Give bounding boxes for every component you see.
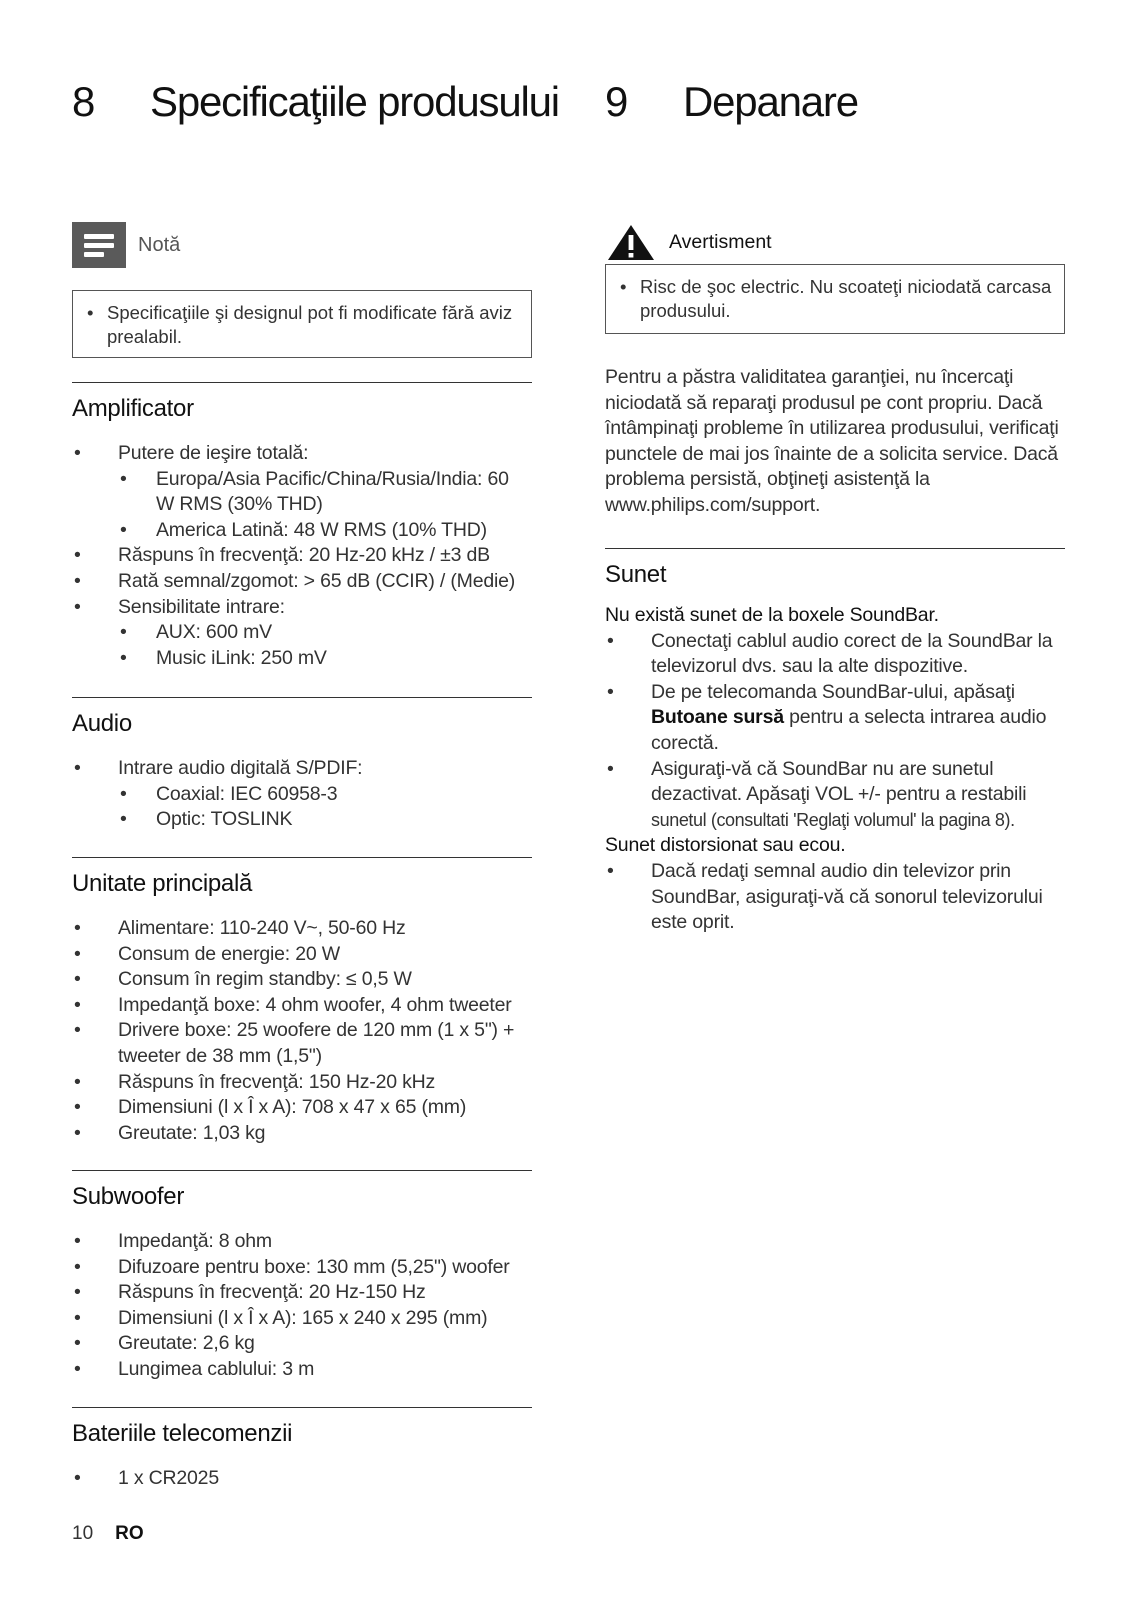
section-title: Unitate principală: [72, 870, 253, 897]
chapter-8-heading: [72, 78, 559, 126]
note-callout: [72, 222, 532, 358]
list-item: • Consum în regim standby: ≤ 0,5 W: [72, 967, 532, 993]
list-item: [605, 680, 1065, 757]
warning-box: [605, 264, 1065, 334]
list-item: • Dacă redaţi semnal audio din televizor prin SoundBar, asiguraţi-vă că sonorul televizorului este oprit.: [605, 859, 1065, 936]
problem-heading: Nu există sunet de la boxele SoundBar.: [605, 604, 939, 626]
list-item-text: pentru a selecta intrarea audio corectă.: [651, 706, 1047, 754]
troubleshooting-intro: Pentru a păstra validitatea garanţiei, nu încercaţi niciodată să reparaţi produsul pe cont propriu. Dacă întâmpinaţi probleme în utilizarea produsului, verificaţi punctele de mai jos înainte de a solicita service. Dacă problema persistă, obţineţi asistenţă la www.philips.com/support.: [605, 366, 1059, 516]
warning-item: • Risc de şoc electric. Nu scoateţi niciodată carcasa produsului.: [618, 275, 1054, 323]
list-item: • Consum de energie: 20 W: [72, 942, 532, 968]
warning-callout: [605, 222, 1065, 334]
list-item-text: Asiguraţi-vă că SoundBar nu are sunetul dezactivat. Apăsaţi VOL +/- pentru a restabili: [651, 757, 1027, 806]
note-icon: [72, 222, 126, 268]
list-item: • America Latină: 48 W RMS (10% THD): [72, 518, 532, 544]
chapter-number: 9: [605, 78, 628, 125]
section-subwoofer: [72, 1170, 532, 1383]
section-title: Amplificator: [72, 395, 194, 422]
note-item: • Specificaţiile şi designul pot fi modificate fără aviz prealabil.: [85, 301, 521, 349]
note-title: Notă: [138, 234, 181, 256]
chapter-9-heading: [605, 78, 858, 126]
list-item: • Music iLink: 250 mV: [72, 646, 532, 672]
note-box: [72, 290, 532, 358]
list-item: • Optic: TOSLINK: [72, 807, 532, 833]
list-item: • Sensibilitate intrare:: [72, 595, 532, 621]
list-item: • Greutate: 1,03 kg: [72, 1121, 532, 1147]
cross-reference: sunetul (consultati 'Reglaţi volumul' la pagina 8).: [651, 809, 1015, 830]
list-item: • AUX: 600 mV: [72, 620, 532, 646]
list-item: • Coaxial: IEC 60958-3: [72, 782, 532, 808]
list-item: • Lungimea cablului: 3 m: [72, 1357, 532, 1383]
note-header: [72, 222, 532, 268]
section-unitate-principala: [72, 857, 532, 1146]
spec-list: [72, 1466, 532, 1492]
chapter-number: 8: [72, 78, 95, 125]
spec-list: [72, 916, 532, 1146]
section-sunet: [605, 548, 1065, 936]
list-item: • Difuzoare pentru boxe: 130 mm (5,25") woofer: [72, 1255, 532, 1281]
list-item: • Răspuns în frecvenţă: 20 Hz-150 Hz: [72, 1280, 532, 1306]
list-item: • Răspuns în frecvenţă: 150 Hz-20 kHz: [72, 1070, 532, 1096]
section-amplificator: [72, 382, 532, 671]
source-buttons-label: Butoane sursă: [651, 706, 784, 729]
solution-list: [605, 859, 1065, 936]
page-number: 10: [72, 1523, 94, 1544]
page-footer: [72, 1523, 144, 1545]
warning-title: Avertisment: [669, 231, 772, 253]
language-code: RO: [115, 1523, 144, 1544]
list-item: • Impedanţă boxe: 4 ohm woofer, 4 ohm tweeter: [72, 993, 532, 1019]
list-item: • Europa/Asia Pacific/China/Rusia/India: 60 W RMS (30% THD): [72, 467, 532, 518]
section-title: Audio: [72, 710, 132, 737]
list-item: • 1 x CR2025: [72, 1466, 532, 1492]
warning-header: [605, 222, 1065, 264]
warning-icon: [605, 222, 657, 262]
list-item: • Dimensiuni (l x Î x A): 708 x 47 x 65 (mm): [72, 1095, 532, 1121]
solution-list: [605, 629, 1065, 834]
spec-list: [72, 441, 532, 671]
section-bateriile-telecomenzii: [72, 1407, 532, 1492]
list-item: • Conectaţi cablul audio corect de la SoundBar la televizorul dvs. sau la alte dispozitive.: [605, 629, 1065, 680]
list-item: • Putere de ieşire totală:: [72, 441, 532, 467]
list-item: [605, 757, 1065, 834]
spec-list: [72, 756, 532, 833]
list-item: • Rată semnal/zgomot: > 65 dB (CCIR) / (Medie): [72, 569, 532, 595]
list-item: • Dimensiuni (l x Î x A): 165 x 240 x 295 (mm): [72, 1306, 532, 1332]
list-item-text: De pe telecomanda SoundBar-ului, apăsaţi: [651, 680, 1015, 703]
problem-heading: Sunet distorsionat sau ecou.: [605, 834, 846, 857]
list-item: • Alimentare: 110-240 V~, 50-60 Hz: [72, 916, 532, 942]
list-item: • Răspuns în frecvenţă: 20 Hz-20 kHz / ±3 dB: [72, 543, 532, 569]
list-item: • Intrare audio digitală S/PDIF:: [72, 756, 532, 782]
chapter-title: Depanare: [683, 78, 858, 125]
chapter-title: Specificaţiile produsului: [150, 78, 559, 125]
list-item: • Drivere boxe: 25 woofere de 120 mm (1 x 5") + tweeter de 38 mm (1,5"): [72, 1018, 532, 1069]
section-title: Sunet: [605, 561, 667, 588]
spec-list: [72, 1229, 532, 1383]
section-audio: [72, 697, 532, 833]
section-title: Bateriile telecomenzii: [72, 1420, 293, 1447]
list-item: • Impedanţă: 8 ohm: [72, 1229, 532, 1255]
list-item: • Greutate: 2,6 kg: [72, 1331, 532, 1357]
section-title: Subwoofer: [72, 1183, 185, 1210]
